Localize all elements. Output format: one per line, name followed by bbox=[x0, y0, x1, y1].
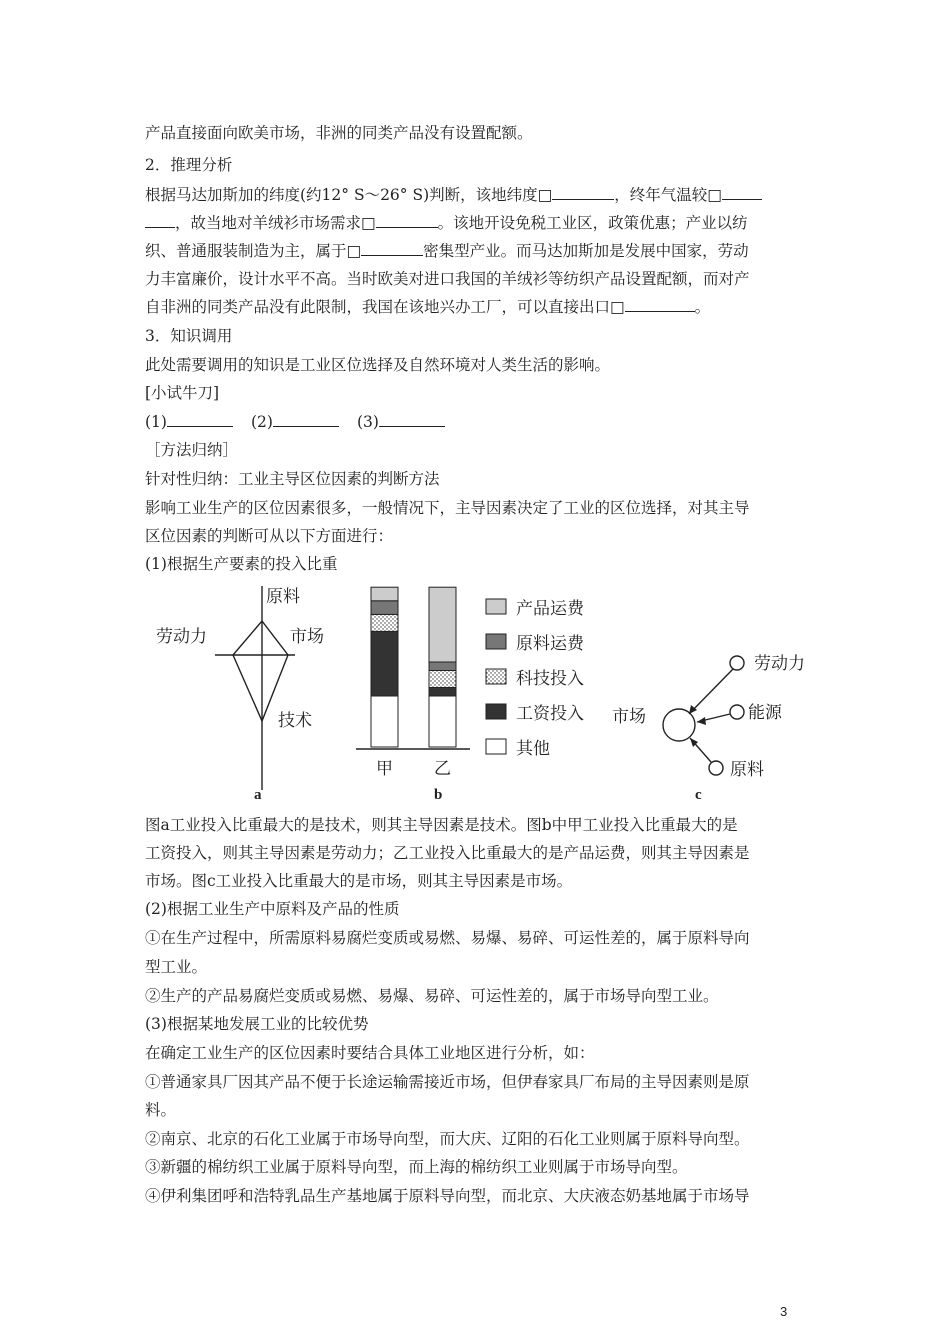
bar-segment-0-2 bbox=[371, 614, 398, 631]
legend-swatch-4 bbox=[486, 739, 506, 754]
text-line: ③新疆的棉纺织工业属于原料导向型，而上海的棉纺织工业则属于市场导向型。 bbox=[145, 1158, 688, 1176]
diagram-a bbox=[156, 586, 324, 790]
sub-heading: (2)根据工业生产中原料及产品的性质 bbox=[145, 900, 400, 918]
legend-swatch-0 bbox=[486, 599, 506, 614]
legend-label-0: 产品运费 bbox=[516, 599, 584, 619]
text-line: 产品直接面向欧美市场，非洲的同类产品没有设置配额。 bbox=[145, 124, 533, 142]
legend-swatch-3 bbox=[486, 704, 506, 719]
section-heading: 3．知识调用 bbox=[145, 327, 233, 345]
text-line: 在确定工业生产的区位因素时要结合具体工业地区进行分析，如： bbox=[145, 1044, 595, 1062]
bar-segment-0-0 bbox=[371, 696, 398, 747]
text-line: 织、普通服装制造为主，属于□ 密集型产业。而马达加斯加是发展中国家，劳动 bbox=[145, 242, 749, 260]
factor-figure bbox=[0, 578, 950, 808]
figure-caption-c: c bbox=[695, 787, 702, 803]
legend-swatch-1 bbox=[486, 634, 506, 649]
text-line: 工资投入，则其主导因素是劳动力；乙工业投入比重最大的是产品运费，则其主导因素是 bbox=[145, 844, 750, 862]
diagram-b bbox=[356, 587, 585, 779]
section-heading: 2．推理分析 bbox=[145, 156, 233, 174]
sub-heading: (1)根据生产要素的投入比重 bbox=[145, 555, 338, 573]
diagram-c-node-2: 能源 bbox=[748, 703, 782, 723]
text-line: 区位因素的判断可从以下方面进行： bbox=[145, 527, 394, 545]
legend-label-3: 工资投入 bbox=[516, 704, 584, 724]
section-heading: ［方法归纳］ bbox=[145, 441, 239, 459]
answer-blanks: (1) (2) (3) bbox=[145, 412, 445, 432]
bar-segment-0-1 bbox=[371, 631, 398, 696]
text-line: ②生产的产品易腐烂变质或易燃、易爆、易碎、可运性差的，属于市场导向型工业。 bbox=[145, 987, 719, 1005]
bar-segment-1-3 bbox=[429, 662, 456, 671]
bar-label-1: 乙 bbox=[434, 759, 451, 779]
material-node bbox=[709, 761, 723, 775]
text-line: 根据马达加斯加的纬度(约12° S～26° S)判断，该地纬度□ ，终年气温较□ bbox=[145, 185, 762, 205]
figure-caption-b: b bbox=[434, 787, 443, 803]
text-line: ，故当地对羊绒衫市场需求□ 。该地开设免税工业区，政策优惠；产业以纺 bbox=[145, 213, 748, 233]
legend-label-4: 其他 bbox=[516, 739, 550, 759]
figure-caption-a: a bbox=[254, 787, 262, 803]
diagram-c-node-3: 原料 bbox=[730, 760, 764, 780]
bar-segment-1-2 bbox=[429, 671, 456, 688]
diagram-c-center: 市场 bbox=[612, 707, 646, 727]
bar-segment-0-3 bbox=[371, 601, 398, 615]
text-line: ①普通家具厂因其产品不便于长途运输需接近市场，但伊春家具厂布局的主导因素则是原 bbox=[145, 1073, 750, 1091]
bar-segment-1-0 bbox=[429, 696, 456, 747]
text-line: ④伊利集团呼和浩特乳品生产基地属于原料导向型，而北京、大庆液态奶基地属于市场导 bbox=[145, 1187, 750, 1205]
text-line: 型工业。 bbox=[145, 958, 208, 976]
diagram-c-node-1: 劳动力 bbox=[754, 654, 805, 674]
bar-label-0: 甲 bbox=[376, 759, 393, 779]
text-line: 力丰富廉价，设计水平不高。当时欧美对进口我国的羊绒衫等纺织产品设置配额，而对产 bbox=[145, 270, 750, 288]
labor-node bbox=[730, 656, 744, 670]
text-line: 此处需要调用的知识是工业区位选择及自然环境对人类生活的影响。 bbox=[145, 356, 611, 374]
text-line: 影响工业生产的区位因素很多，一般情况下，主导因素决定了工业的区位选择，对其主导 bbox=[145, 499, 750, 517]
text-line: 针对性归纳：工业主导区位因素的判断方法 bbox=[145, 470, 440, 488]
diagram-c bbox=[612, 654, 805, 780]
text-line: 图a工业投入比重最大的是技术，则其主导因素是技术。图b中甲工业投入比重最大的是 bbox=[145, 816, 738, 834]
text-line: 料。 bbox=[145, 1101, 177, 1119]
diagram-a-bottom: 技术 bbox=[278, 711, 312, 731]
energy-node bbox=[730, 705, 744, 719]
legend-label-1: 原料运费 bbox=[516, 634, 584, 654]
section-heading: [小试牛刀] bbox=[145, 384, 220, 402]
legend-label-2: 科技投入 bbox=[516, 669, 584, 689]
bar-segment-1-4 bbox=[429, 587, 456, 662]
legend-swatch-2 bbox=[486, 669, 506, 684]
bar-segment-1-1 bbox=[429, 688, 456, 697]
text-line: 自非洲的同类产品没有此限制，我国在该地兴办工厂，可以直接出口□ 。 bbox=[145, 298, 711, 316]
diagram-a-left: 劳动力 bbox=[156, 627, 207, 647]
text-line: ①在生产过程中，所需原料易腐烂变质或易燃、易爆、易碎、可运性差的，属于原料导向 bbox=[145, 929, 750, 947]
sub-heading: (3)根据某地发展工业的比较优势 bbox=[145, 1015, 369, 1033]
text-line: ②南京、北京的石化工业属于市场导向型，而大庆、辽阳的石化工业则属于原料导向型。 bbox=[145, 1130, 750, 1148]
diagram-a-right: 市场 bbox=[290, 627, 324, 647]
page-number: 3 bbox=[780, 1304, 788, 1319]
diagram-a-top: 原料 bbox=[266, 587, 300, 607]
market-node bbox=[663, 709, 695, 741]
text-line: 市场。图c工业投入比重最大的是市场，则其主导因素是市场。 bbox=[145, 872, 573, 890]
bar-segment-0-4 bbox=[371, 587, 398, 601]
